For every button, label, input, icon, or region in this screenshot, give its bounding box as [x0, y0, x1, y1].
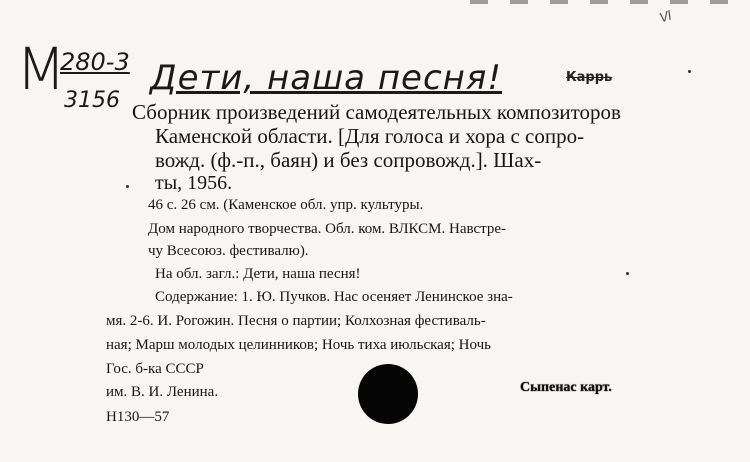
- card-line-11: ная; Марш молодых целинников; Ночь тиха июльская; Ночь: [106, 337, 491, 353]
- crossed-out-scribble: Каррь: [566, 70, 613, 85]
- stamp-text: Сыпенас карт.: [520, 380, 612, 395]
- library-name-line: Гос. б-ка СССР: [106, 361, 204, 377]
- card-line-6: Дом народного творчества. Обл. ком. ВЛКСМ. Навстре-: [148, 221, 507, 237]
- speck: [626, 272, 629, 275]
- card-line-9: Содержание: 1. Ю. Пучков. Нас осеняет Ленинское зна-: [155, 289, 513, 305]
- shelf-code-bottom: 3156: [64, 88, 120, 113]
- shelf-letter: М: [16, 35, 65, 103]
- punch-hole: [358, 364, 418, 424]
- card-line-4: ты, 1956.: [155, 172, 233, 194]
- card-line-3: вожд. (ф.-п., баян) и без сопровожд.]. Шах-: [155, 148, 542, 172]
- shelf-code-top: 280-3: [60, 48, 130, 76]
- top-edge-marks: [470, 0, 750, 4]
- speck: [126, 185, 129, 188]
- card-line-1: Сборник произведений самодеятельных композиторов: [132, 100, 621, 124]
- library-name-line-2: им. В. И. Ленина.: [106, 384, 219, 400]
- card-number: Н130—57: [106, 409, 170, 425]
- corner-note: Ⅵ: [657, 8, 675, 27]
- card-line-8: На обл. загл.: Дети, наша песня!: [155, 266, 361, 282]
- card-line-7: чу Всесоюз. фестивалю).: [148, 243, 309, 259]
- card-line-2: Каменской области. [Для голоса и хора с сопро-: [155, 124, 585, 148]
- handwritten-title: Дети, наша песня!: [150, 58, 502, 98]
- card-line-5: 46 с. 26 см. (Каменское обл. упр. культуры.: [148, 197, 424, 213]
- card-line-10: мя. 2-6. И. Рогожин. Песня о партии; Колхозная фестиваль-: [106, 313, 486, 329]
- speck: [688, 70, 691, 73]
